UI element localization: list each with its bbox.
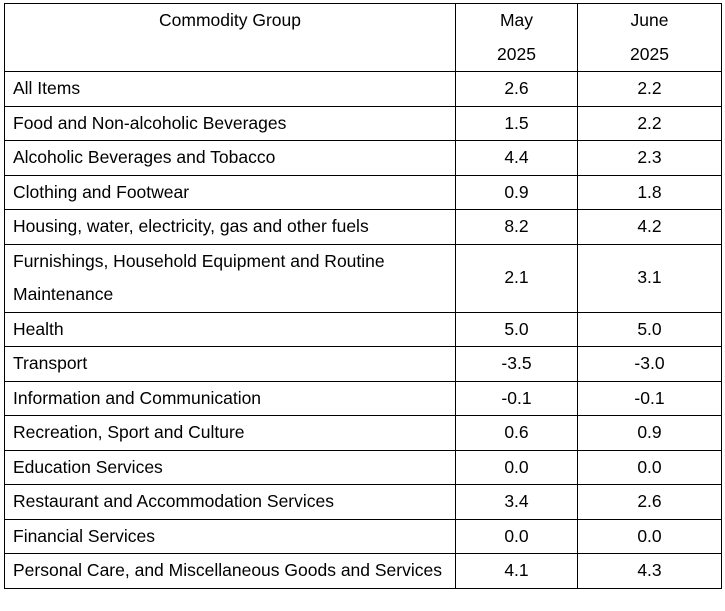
row-may-value: 2.6 — [456, 72, 578, 107]
row-label: Restaurant and Accommodation Services — [5, 485, 456, 520]
row-label: Furnishings, Household Equipment and Routine Maintenance — [5, 244, 456, 312]
row-june-value: 0.0 — [578, 519, 722, 554]
row-june-value: 0.9 — [578, 416, 722, 451]
row-may-value: 3.4 — [456, 485, 578, 520]
header-june-year: 2025 — [630, 43, 669, 64]
row-june-value: 2.2 — [578, 72, 722, 107]
row-label: All Items — [5, 72, 456, 107]
row-june-value: 0.0 — [578, 450, 722, 485]
row-june-value: 3.1 — [578, 244, 722, 312]
row-may-value: 8.2 — [456, 210, 578, 245]
row-june-value: -3.0 — [578, 347, 722, 382]
row-june-value: 4.2 — [578, 210, 722, 245]
header-may-month: May — [499, 10, 534, 30]
header-commodity-group: Commodity Group — [5, 4, 456, 72]
row-label: Health — [5, 312, 456, 347]
table-row — [5, 210, 722, 245]
row-may-value: 0.9 — [456, 175, 578, 210]
commodity-table — [4, 3, 722, 589]
row-june-value: -0.1 — [578, 381, 722, 416]
row-may-value: 0.0 — [456, 519, 578, 554]
table-row — [5, 72, 722, 107]
row-may-value: 1.5 — [456, 106, 578, 141]
row-may-value: -0.1 — [456, 381, 578, 416]
table-row — [5, 175, 722, 210]
row-may-value: 4.1 — [456, 554, 578, 589]
row-may-value: 4.4 — [456, 141, 578, 176]
row-may-value: 0.0 — [456, 450, 578, 485]
table-row — [5, 347, 722, 382]
row-june-value: 4.3 — [578, 554, 722, 589]
row-label: Financial Services — [5, 519, 456, 554]
row-label: Personal Care, and Miscellaneous Goods and Services — [5, 554, 456, 589]
table-row — [5, 416, 722, 451]
table-row — [5, 106, 722, 141]
row-label: Housing, water, electricity, gas and other fuels — [5, 210, 456, 245]
row-june-value: 2.2 — [578, 106, 722, 141]
table-row — [5, 312, 722, 347]
row-label: Transport — [5, 347, 456, 382]
row-label: Education Services — [5, 450, 456, 485]
row-june-value: 2.3 — [578, 141, 722, 176]
row-may-value: -3.5 — [456, 347, 578, 382]
header-may-2025 — [456, 4, 578, 72]
row-label: Food and Non-alcoholic Beverages — [5, 106, 456, 141]
header-may-year: 2025 — [497, 43, 536, 64]
table-row — [5, 485, 722, 520]
header-june-2025 — [578, 4, 722, 72]
row-may-value: 0.6 — [456, 416, 578, 451]
table-row — [5, 450, 722, 485]
table-row — [5, 141, 722, 176]
row-june-value: 5.0 — [578, 312, 722, 347]
row-label: Clothing and Footwear — [5, 175, 456, 210]
row-label: Recreation, Sport and Culture — [5, 416, 456, 451]
row-may-value: 2.1 — [456, 244, 578, 312]
table-row — [5, 519, 722, 554]
table-row — [5, 244, 722, 312]
table-row — [5, 554, 722, 589]
row-june-value: 1.8 — [578, 175, 722, 210]
row-may-value: 5.0 — [456, 312, 578, 347]
row-june-value: 2.6 — [578, 485, 722, 520]
table-row — [5, 381, 722, 416]
row-label: Alcoholic Beverages and Tobacco — [5, 141, 456, 176]
header-row — [5, 4, 722, 72]
header-june-month: June — [630, 10, 669, 30]
row-label: Information and Communication — [5, 381, 456, 416]
